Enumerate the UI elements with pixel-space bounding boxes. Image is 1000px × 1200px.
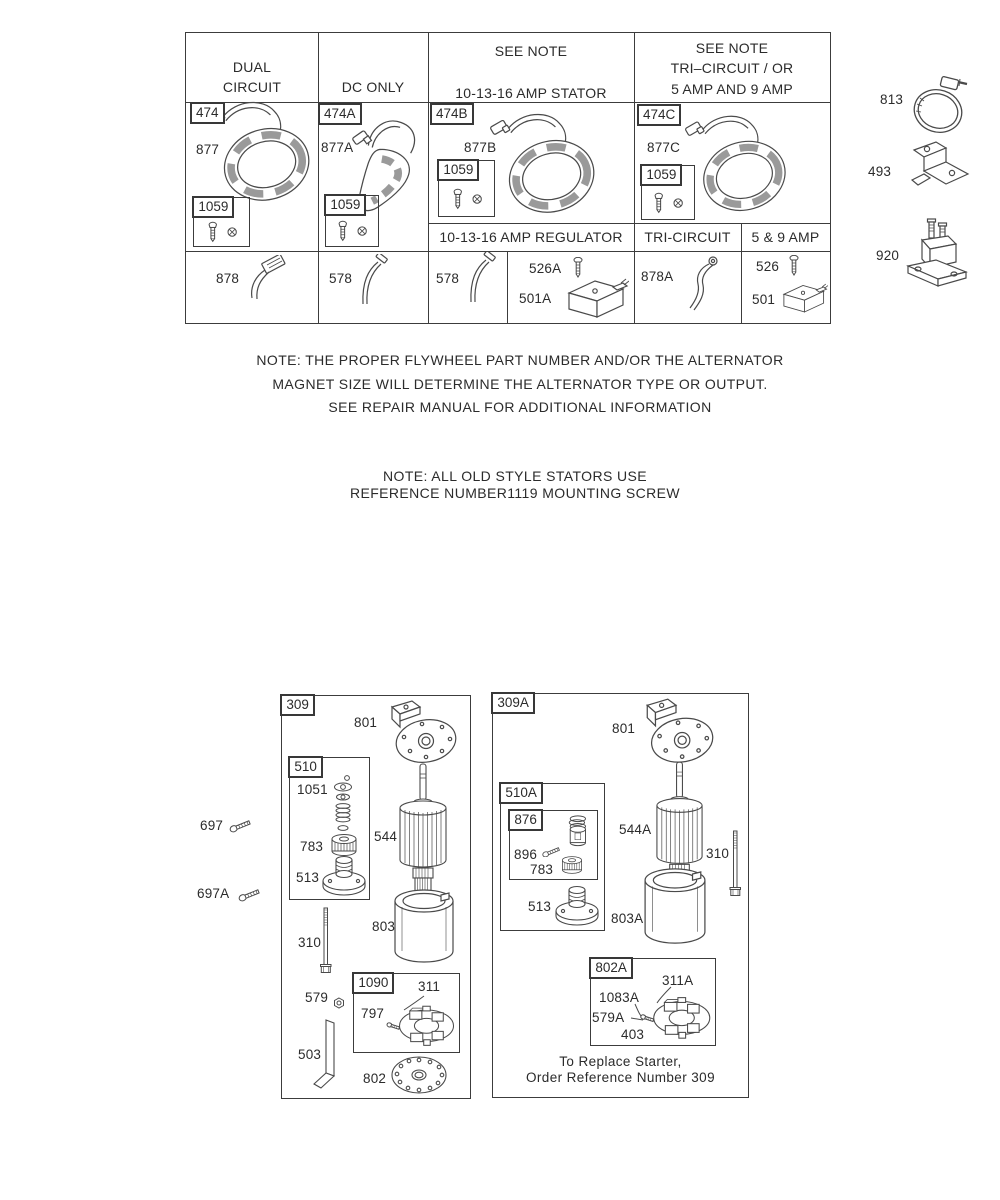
screw-icon-526A (572, 257, 584, 279)
pinion-spring-drawing-876 (558, 813, 592, 855)
part-number-311A: 311A (662, 973, 694, 988)
drive-kit-box-510 (289, 757, 370, 900)
clamp-drawing-813 (908, 76, 972, 138)
part-number-513a: 513 (528, 899, 552, 914)
part-number-877: 877 (196, 142, 220, 157)
ref-box-510A: 510A (499, 782, 543, 804)
table-divider (507, 251, 508, 323)
ref-box-474A: 474A (318, 103, 362, 125)
part-number-801a: 801 (612, 721, 636, 736)
ref-box-1059: 1059 (192, 196, 234, 218)
wire-drawing-578b (460, 252, 500, 306)
tri-circuit-header: TRI-CIRCUIT (644, 229, 731, 245)
old-stator-note-line1: NOTE: ALL OLD STYLE STATORS USE (383, 468, 647, 484)
wire-drawing-878A (676, 254, 724, 312)
part-number-797: 797 (361, 1006, 385, 1021)
col1-header-line2: CIRCUIT (222, 79, 282, 95)
housing-drawing-803A (642, 861, 708, 951)
screw-icon-697 (227, 813, 253, 833)
screw-pair-icon (445, 188, 489, 212)
ref-box-309: 309 (280, 694, 315, 716)
part-number-697A: 697A (197, 886, 230, 901)
flywheel-note-line3: SEE REPAIR MANUAL FOR ADDITIONAL INFORMATION (328, 399, 712, 415)
part-number-311: 311 (418, 979, 441, 994)
old-stator-note (215, 468, 815, 502)
bolt-drawing-310a (728, 819, 742, 907)
brush-kit-box-802A (590, 958, 716, 1046)
screw-pair-icon (646, 192, 690, 216)
col2-header: DC ONLY (341, 79, 405, 95)
nut-drawing-579 (333, 997, 345, 1009)
part-number-310: 310 (298, 935, 322, 950)
part-number-877C: 877C (647, 140, 681, 155)
ref-box-474B: 474B (430, 103, 474, 125)
part-number-513: 513 (296, 870, 320, 885)
bracket-drawing-493 (896, 140, 970, 198)
regulator-header: 10-13-16 AMP REGULATOR (439, 229, 623, 245)
part-number-579A: 579A (592, 1010, 625, 1025)
part-number-578: 578 (329, 271, 353, 286)
brush-assembly-drawing-311 (382, 996, 458, 1050)
screw-kit-box-1059-col4 (641, 165, 695, 220)
part-number-803: 803 (372, 919, 396, 934)
part-number-783a: 783 (530, 862, 554, 877)
part-number-878A: 878A (641, 269, 674, 284)
ref-box-1059: 1059 (324, 194, 366, 216)
part-number-493: 493 (868, 164, 892, 179)
part-number-877A: 877A (321, 140, 354, 155)
part-number-526: 526 (756, 259, 780, 274)
part-number-877B: 877B (464, 140, 497, 155)
screw-kit-box-1059-col3 (438, 160, 495, 217)
ref-box-802A: 802A (589, 957, 633, 979)
table-divider (634, 33, 635, 323)
ref-box-1059: 1059 (640, 164, 682, 186)
end-cap-drawing-802 (389, 1054, 449, 1096)
ref-box-474C: 474C (637, 104, 681, 126)
ref-box-1090: 1090 (352, 972, 394, 994)
part-number-878: 878 (216, 271, 240, 286)
flywheel-note-line1: NOTE: THE PROPER FLYWHEEL PART NUMBER AND/OR THE ALTERNATOR (256, 352, 784, 368)
part-number-783: 783 (300, 839, 324, 854)
col1-header-line1: DUAL (232, 59, 272, 75)
table-divider (428, 223, 830, 224)
table-divider (318, 33, 319, 323)
part-number-1051: 1051 (297, 782, 328, 797)
flywheel-note (210, 349, 830, 420)
stator-drawing-877B (489, 105, 601, 223)
alternator-table (185, 32, 831, 324)
solenoid-drawing-920 (902, 218, 972, 292)
regulator-drawing-501A (561, 277, 629, 319)
part-number-697: 697 (200, 818, 224, 833)
end-head-drawing-801 (382, 699, 458, 765)
part-number-501A: 501A (519, 291, 552, 306)
housing-drawing-803 (392, 887, 456, 965)
ref-box-876: 876 (508, 809, 543, 831)
col4-header-line3: 5 AMP AND 9 AMP (671, 81, 793, 97)
ref-box-1059: 1059 (437, 159, 479, 181)
bolt-drawing-310 (318, 904, 333, 976)
col4-header-line2: TRI–CIRCUIT / OR (670, 60, 794, 76)
armature-drawing-544 (396, 762, 450, 902)
old-stator-note-line2: REFERENCE NUMBER1119 MOUNTING SCREW (349, 485, 681, 501)
gear-drawing-783a (558, 853, 586, 877)
starter-309a-box (492, 693, 749, 1098)
table-divider (186, 251, 830, 252)
screw-icon-697A (236, 882, 262, 902)
ref-box-474: 474 (190, 102, 225, 124)
pinion-kit-box-876 (509, 810, 598, 880)
part-number-544A: 544A (619, 822, 652, 837)
ref-box-510: 510 (288, 756, 323, 778)
part-number-310a: 310 (706, 846, 730, 861)
clutch-drawing-513a (553, 880, 601, 926)
amp-5-9-header: 5 & 9 AMP (751, 229, 820, 245)
washer-stack-drawing-1051 (330, 774, 356, 834)
part-number-802: 802 (363, 1071, 387, 1086)
part-number-801: 801 (354, 715, 378, 730)
strap-drawing-503 (311, 1018, 343, 1092)
replace-starter-note (501, 1054, 740, 1085)
part-number-896: 896 (514, 847, 538, 862)
part-number-803A: 803A (611, 911, 644, 926)
part-number-579: 579 (305, 990, 329, 1005)
plug-drawing-878 (244, 255, 288, 301)
brush-assembly-drawing-311A (637, 987, 713, 1043)
wire-drawing-578 (352, 254, 392, 308)
part-number-1083A: 1083A (599, 990, 640, 1005)
part-number-501: 501 (752, 292, 776, 307)
part-number-544: 544 (374, 829, 398, 844)
end-head-drawing-801a (637, 697, 715, 765)
ref-box-309A: 309A (491, 692, 535, 714)
stator-drawing-877C (684, 107, 792, 221)
part-number-920: 920 (876, 248, 900, 263)
brush-kit-box-1090 (353, 973, 460, 1053)
screw-pair-icon (330, 220, 374, 244)
clutch-drawing-513 (320, 850, 368, 896)
col4-header-line1: SEE NOTE (695, 40, 769, 56)
screw-icon-526 (788, 255, 800, 277)
part-number-503: 503 (298, 1047, 322, 1062)
table-divider (428, 33, 429, 323)
replace-starter-note-line1: To Replace Starter, (559, 1054, 682, 1069)
part-number-578b: 578 (436, 271, 460, 286)
screw-kit-box-1059-col1 (193, 197, 250, 247)
col3-header-line2: 10-13-16 AMP STATOR (455, 85, 607, 101)
starter-309-box (281, 695, 471, 1099)
col3-header-line1: SEE NOTE (494, 43, 568, 59)
flywheel-note-line2: MAGNET SIZE WILL DETERMINE THE ALTERNATOR TYPE OR OUTPUT. (272, 375, 768, 392)
screw-pair-icon (200, 221, 244, 245)
part-number-403: 403 (621, 1027, 645, 1042)
screw-kit-box-1059-col2 (325, 195, 379, 247)
part-number-813: 813 (880, 92, 904, 107)
replace-starter-note-line2: Order Reference Number 309 (526, 1069, 715, 1085)
part-number-526A: 526A (529, 261, 562, 276)
drive-kit-box-510A (500, 783, 605, 931)
regulator-drawing-501 (778, 278, 828, 318)
